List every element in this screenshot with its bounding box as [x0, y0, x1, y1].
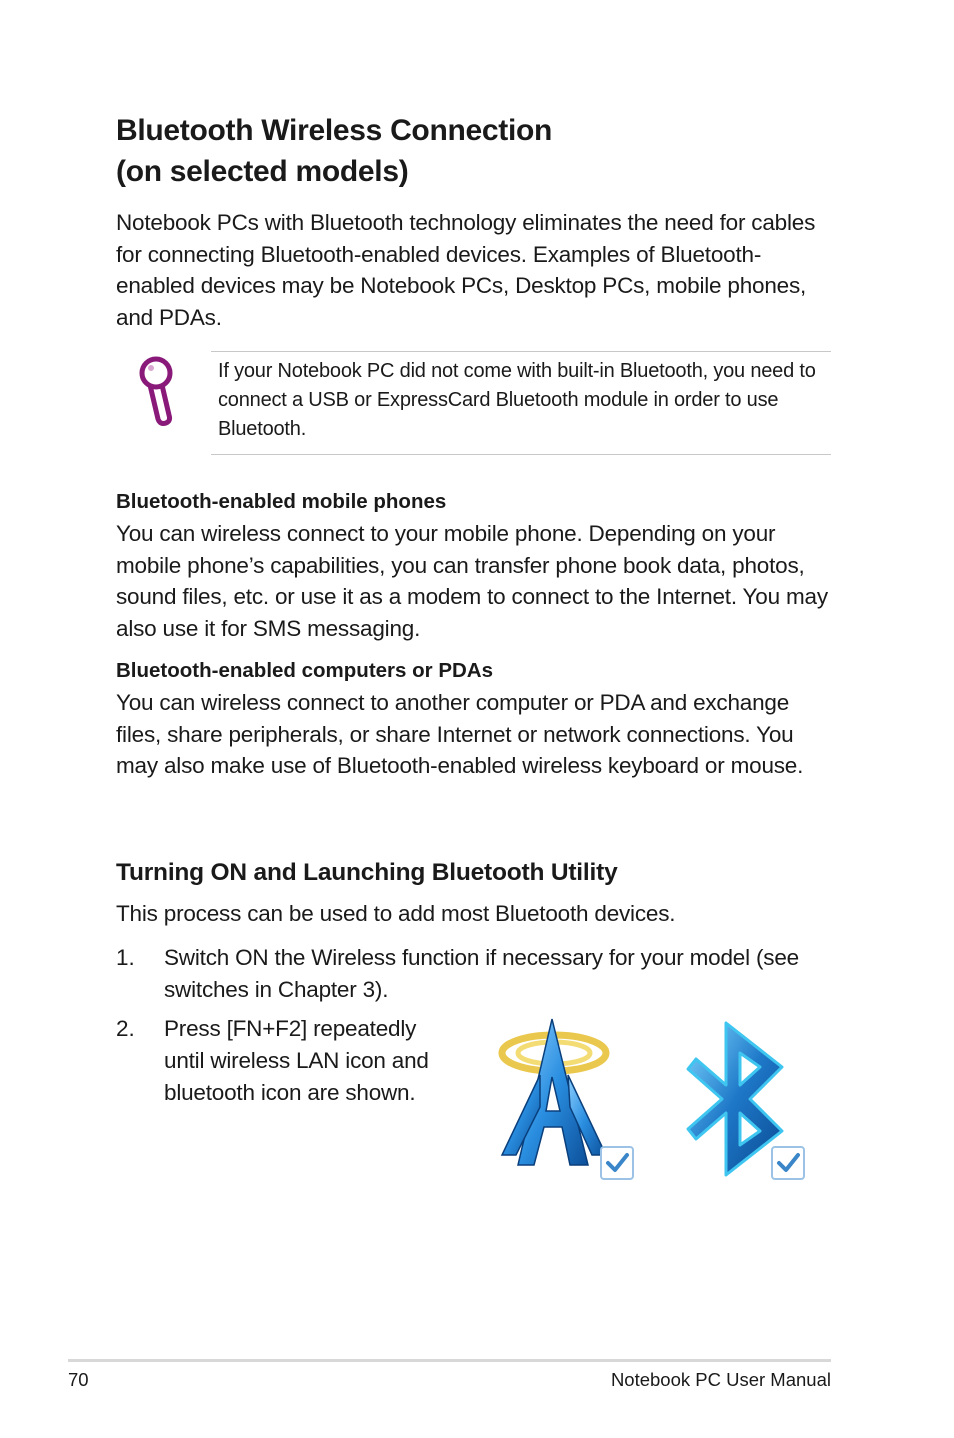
page-number: 70 — [68, 1369, 89, 1390]
section-heading-computers: Bluetooth-enabled computers or PDAs — [116, 659, 494, 682]
step-2-number: 2. — [116, 1016, 135, 1041]
section-heading-phones: Bluetooth-enabled mobile phones — [116, 490, 447, 513]
step-2-text: Press [FN+F2] repeatedly until wireless LAN icon and bluetooth icon are shown. — [164, 1016, 429, 1105]
step-1-number: 1. — [116, 945, 135, 970]
manual-title: Notebook PC User Manual — [610, 1369, 831, 1390]
section-body-phones: You can wireless connect to your mobile phone. Depending on your mobile phone’s capabilities, you can transfer phone book data, photos, sound files, etc. or use it as a modem to connect to the Internet. You may also use it for SMS messaging. — [116, 521, 828, 641]
wireless-lan-icon — [488, 1015, 638, 1185]
page-title — [116, 110, 836, 192]
magnifier-icon — [136, 355, 178, 429]
step-1-text: Switch ON the Wireless function if necessary for your model (see switches in Chapter 3). — [164, 945, 799, 1002]
title-line-2: (on selected models) — [116, 155, 409, 188]
utility-heading: Turning ON and Launching Bluetooth Utility — [116, 859, 618, 886]
note-text: If your Notebook PC did not come with built-in Bluetooth, you need to connect a USB or ExpressCard Bluetooth module in order to use Bluetooth. — [218, 360, 816, 440]
title-line-1: Bluetooth Wireless Connection — [116, 114, 553, 147]
section-body-computers: You can wireless connect to another computer or PDA and exchange files, share peripherals, or share Internet or network connections. You may also make use of Bluetooth-enabled wireless keyboard or mouse. — [116, 690, 804, 778]
bluetooth-icon — [680, 1015, 810, 1185]
intro-paragraph: Notebook PCs with Bluetooth technology eliminates the need for cables for connecting Bluetooth-enabled devices. Examples of Bluetooth-enabled devices may be Notebook PCs, Desktop PCs, mobile phones, and PDAs. — [116, 210, 816, 330]
utility-intro: This process can be used to add most Bluetooth devices. — [116, 901, 676, 926]
footer-divider — [68, 1359, 831, 1362]
